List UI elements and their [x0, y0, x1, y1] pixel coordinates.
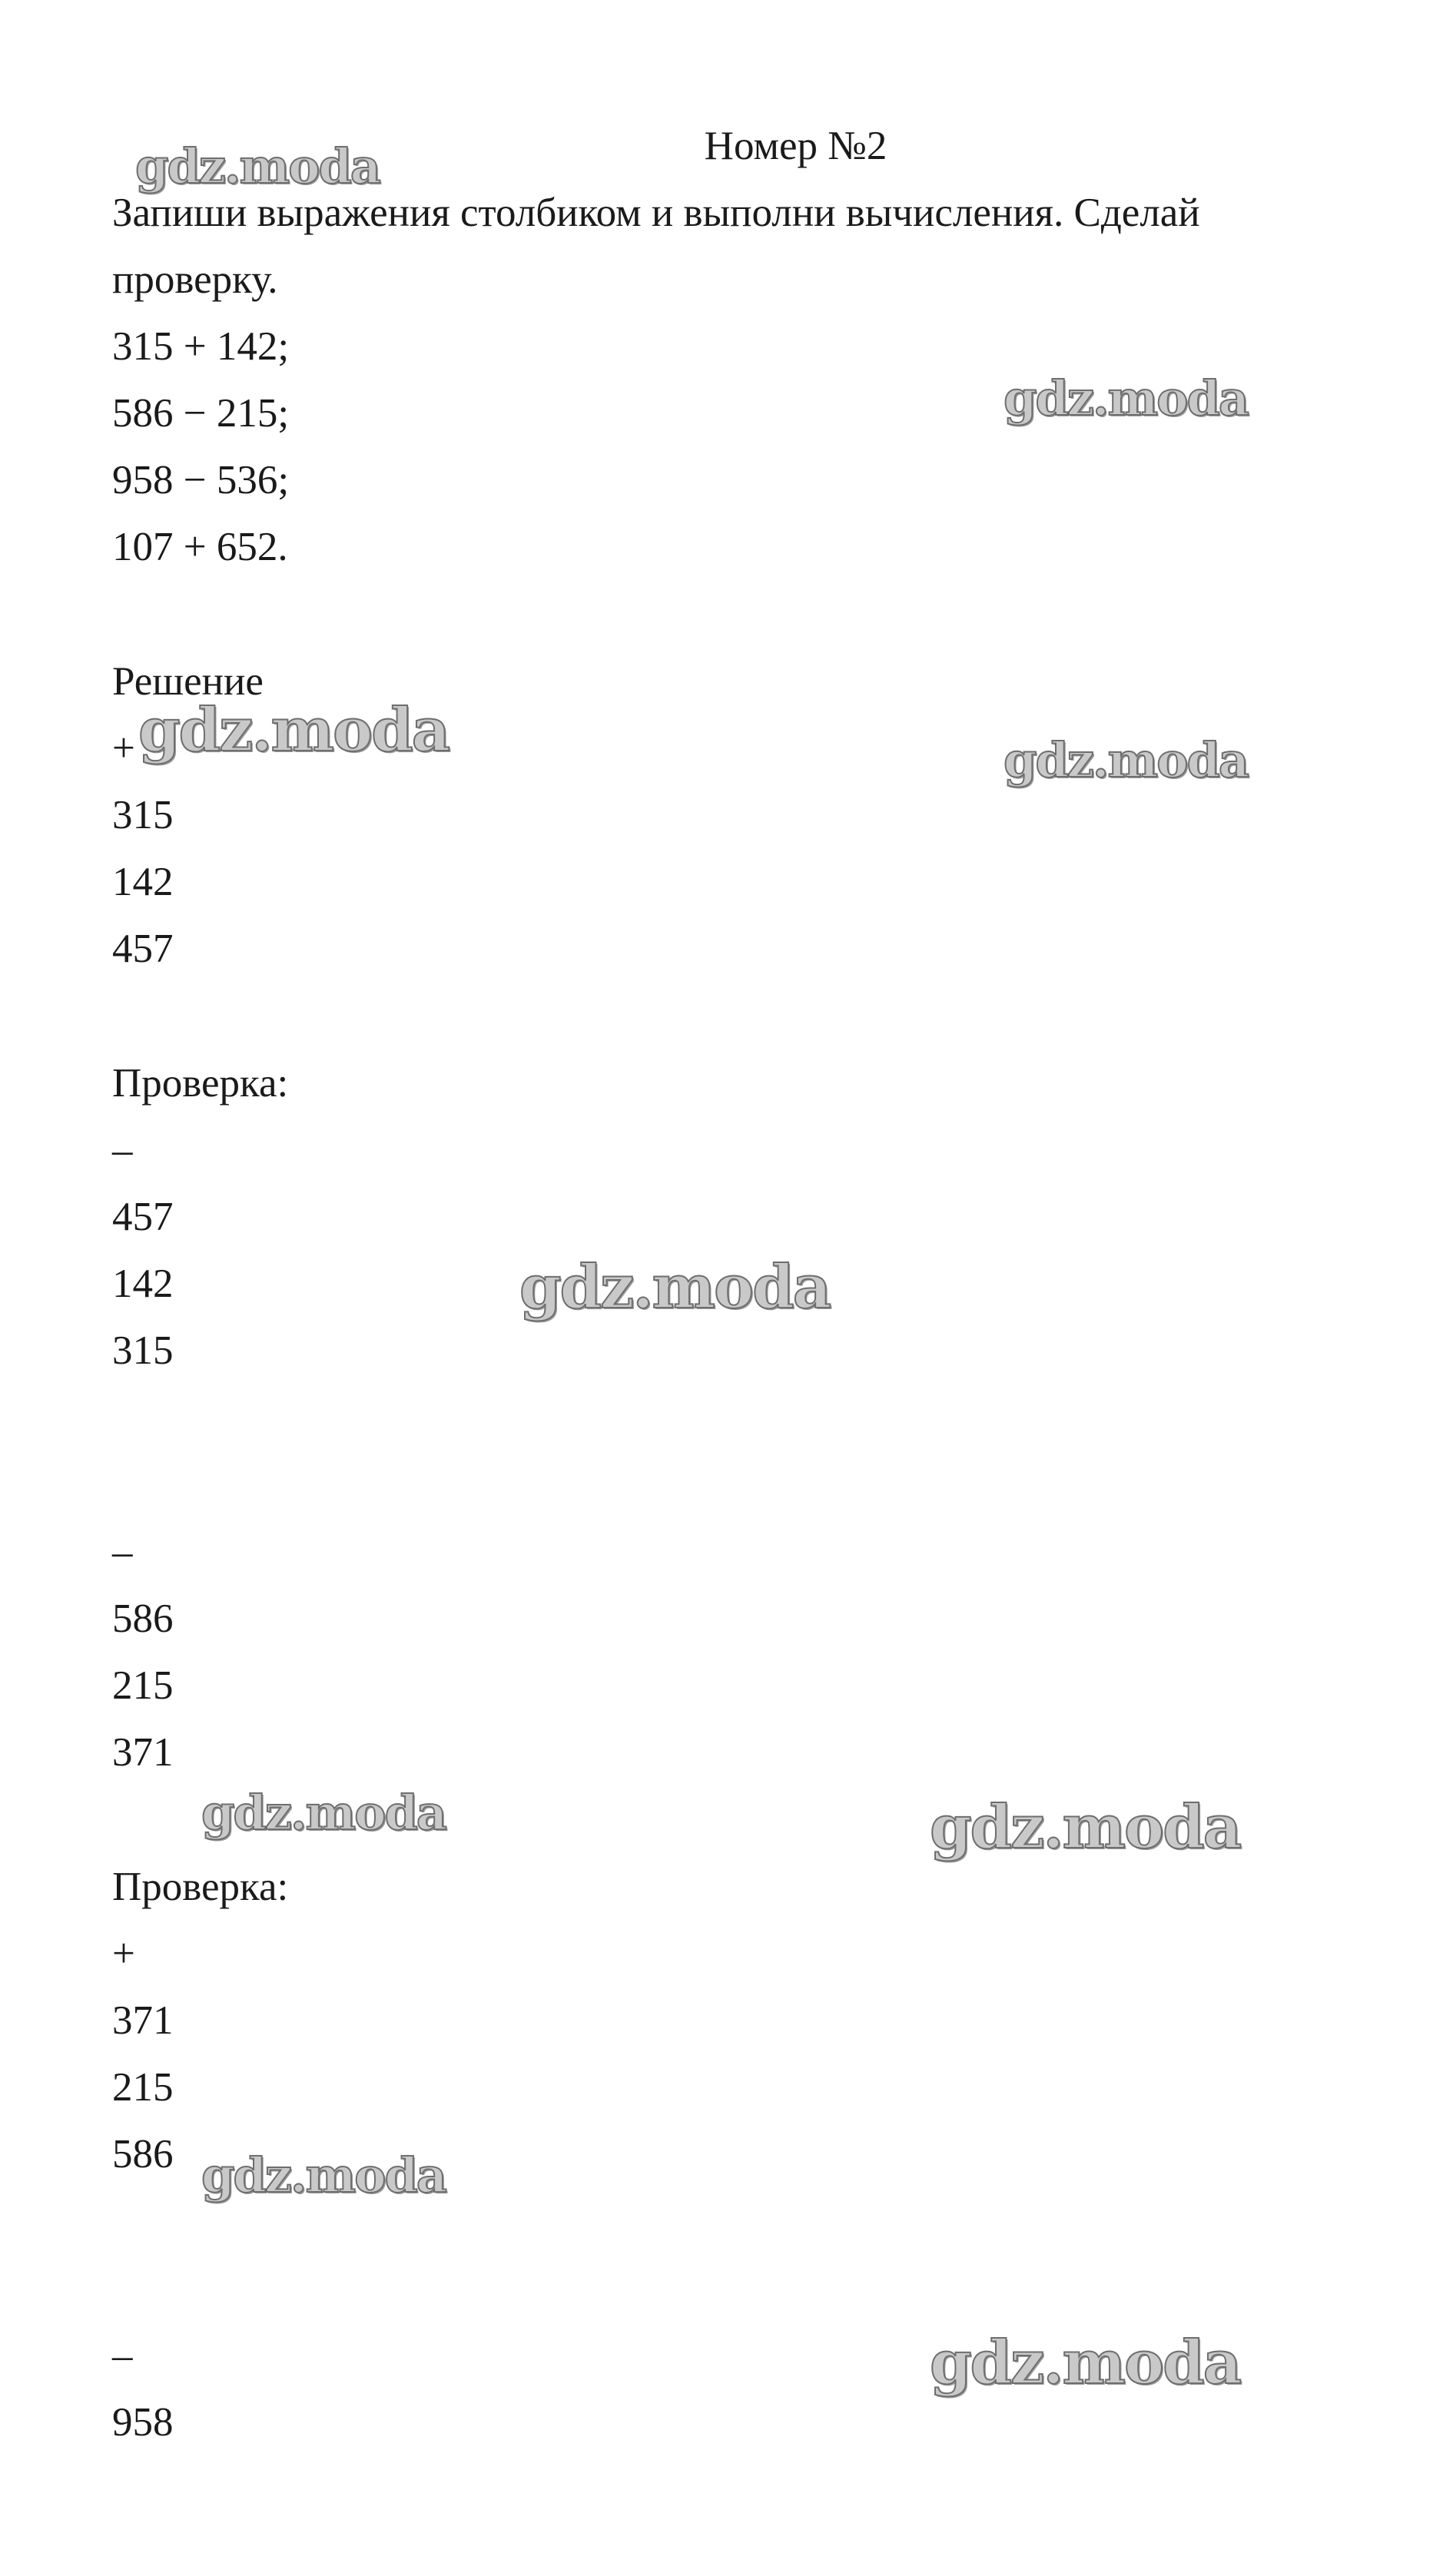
block1-row-1: 315 [112, 793, 174, 837]
watermark-logo: gdz.moda [930, 2328, 1241, 2398]
watermark-logo: gdz.moda [201, 1785, 446, 1841]
expression-3: 958 − 536; [112, 458, 290, 502]
block2-sign: – [112, 1530, 133, 1574]
block2-check-row-3: 586 [112, 2132, 174, 2177]
watermark-logo: gdz.moda [930, 1792, 1241, 1862]
watermark-logo: gdz.moda [135, 138, 380, 194]
block2-row-2: 215 [112, 1663, 174, 1708]
block2-check-row-2: 215 [112, 2065, 174, 2110]
task-text-line-1: Запиши выражения столбиком и выполни вычисления. Сделай [112, 191, 1200, 235]
block1-row-2: 142 [112, 860, 174, 904]
expression-2: 586 − 215; [112, 391, 290, 436]
watermark-logo: gdz.moda [201, 2147, 446, 2203]
block1-check-row-2: 142 [112, 1261, 174, 1306]
watermark-logo: gdz.moda [138, 695, 450, 765]
expression-4: 107 + 652. [112, 525, 288, 569]
watermark-logo: gdz.moda [1003, 732, 1248, 788]
block3-sign: – [112, 2333, 133, 2378]
watermark-logo: gdz.moda [519, 1252, 831, 1322]
solution-label: Решение [112, 659, 264, 704]
block2-check-sign: + [112, 1931, 135, 1976]
block1-check-sign: – [112, 1128, 133, 1172]
block1-check-row-1: 457 [112, 1195, 174, 1239]
watermark-logo: gdz.moda [1003, 370, 1248, 426]
block3-row-1: 958 [112, 2400, 174, 2445]
expression-1: 315 + 142; [112, 324, 290, 369]
task-text-line-2: проверку. [112, 257, 278, 302]
block1-row-3: 457 [112, 927, 174, 971]
block2-row-3: 371 [112, 1730, 174, 1775]
block1-check-row-3: 315 [112, 1328, 174, 1373]
block1-sign: + [112, 726, 135, 771]
block2-row-1: 586 [112, 1596, 174, 1641]
block2-check-label: Проверка: [112, 1865, 289, 1909]
block2-check-row-1: 371 [112, 1998, 174, 2043]
problem-title: Номер №2 [704, 124, 887, 168]
block1-check-label: Проверка: [112, 1061, 289, 1106]
